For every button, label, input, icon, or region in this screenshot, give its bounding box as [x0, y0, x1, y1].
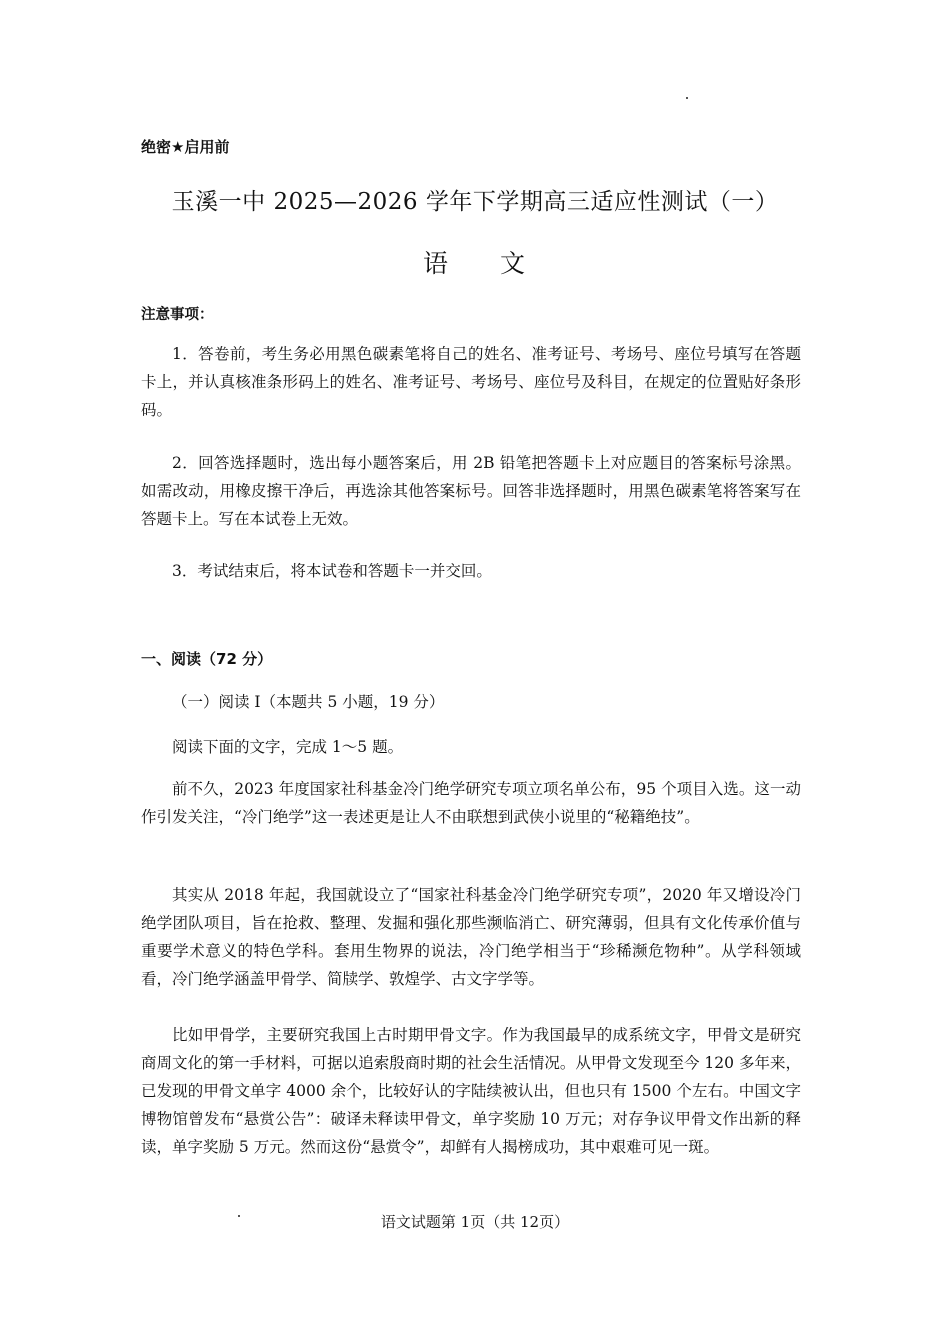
secret-mark: 绝密★启用前: [141, 138, 230, 156]
notice-item-3: 3．考试结束后，将本试卷和答题卡一并交回。: [172, 562, 492, 580]
notice-heading: 注意事项：: [141, 307, 214, 323]
exam-title: 玉溪一中 2025—2026 学年下学期高三适应性测试（一）: [171, 189, 779, 215]
subject-title: 语 文: [423, 249, 547, 278]
section-heading: 一、阅读（72 分）: [141, 650, 273, 668]
notice-item-1: 1．答卷前，考生务必用黑色碳素笔将自己的姓名、准考证号、考场号、座位号填写在答题卡上，并认真核准条形码上的姓名、准考证号、考场号、座位号及科目，在规定的位置贴好条形码。: [141, 345, 801, 419]
subsection-heading: （一）阅读 I（本题共 5 小题，19 分）: [172, 693, 445, 711]
passage-paragraph-2: 其实从 2018 年起，我国就设立了“国家社科基金冷门绝学研究专项”，2020 年又增设冷门绝学团队项目，旨在抢救、整理、发掘和强化那些濒临消亡、研究薄弱，但具有文化传承价值与重要学术意义的特色学科。套用生物界的说法，冷门绝学相当于“珍稀濒危物种”。从学科领域看，冷门绝学涵盖甲骨学、简牍学、敦煌学、古文字学等。: [141, 886, 801, 988]
notice-item-2: 2．回答选择题时，选出每小题答案后，用 2B 铅笔把答题卡上对应题目的答案标号涂黑。如需改动，用橡皮擦干净后，再选涂其他答案标号。回答非选择题时，用黑色碳素笔将答案写在答题卡上。写在本试卷上无效。: [141, 454, 801, 528]
passage-paragraph-3: 比如甲骨学，主要研究我国上古时期甲骨文字。作为我国最早的成系统文字，甲骨文是研究商周文化的第一手材料，可据以追索殷商时期的社会生活情况。从甲骨文发现至今 120 多年来，已发现的甲骨文单字 4000 余个，比较好认的字陆续被认出，但也只有 1500 个左右。中国文字博物馆曾发布“悬赏公告”：破译未释读甲骨文，单字奖励 10 万元；对存争议甲骨文作出新的释读，单字奖励 5 万元。然而这份“悬赏令”，却鲜有人揭榜成功，其中艰难可见一斑。: [141, 1026, 801, 1156]
passage-paragraph-1: 前不久，2023 年度国家社科基金冷门绝学研究专项立项名单公布，95 个项目入选。这一动作引发关注，“冷门绝学”这一表述更是让人不由联想到武侠小说里的“秘籍绝技”。: [141, 780, 801, 826]
reading-instruction: 阅读下面的文字，完成 1～5 题。: [172, 738, 404, 756]
scan-speck: [686, 97, 688, 99]
page-footer: 语文试题第 1页（共 12页）: [380, 1213, 570, 1231]
